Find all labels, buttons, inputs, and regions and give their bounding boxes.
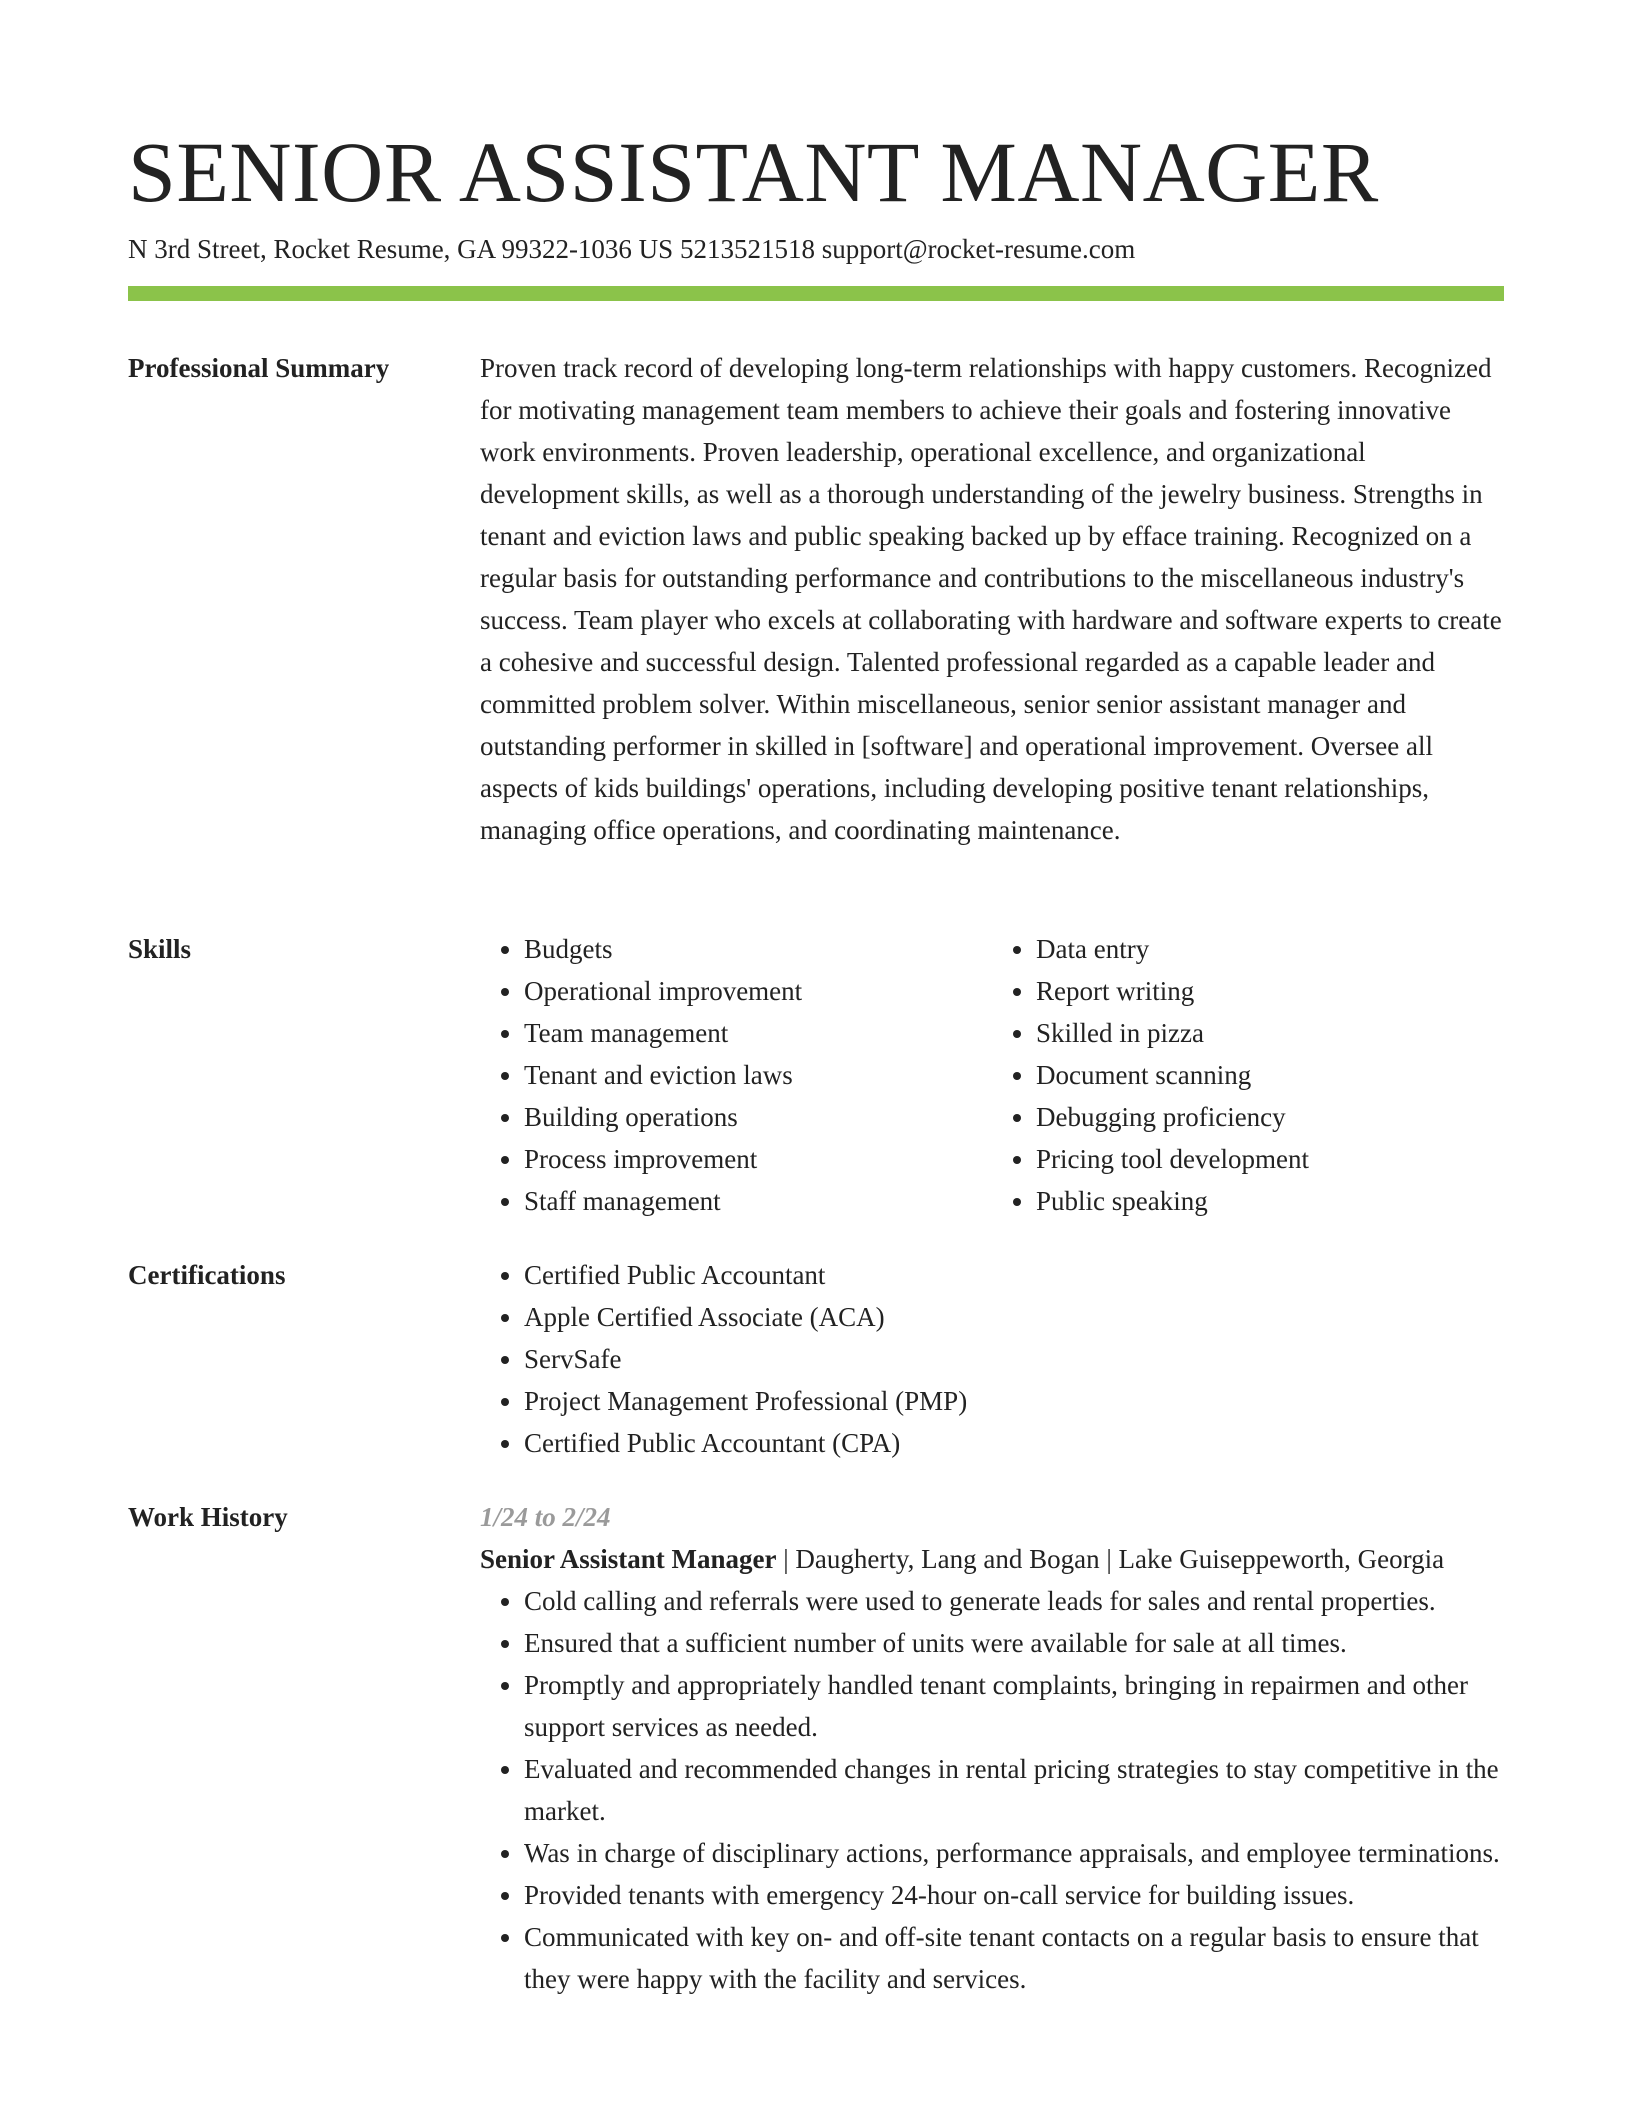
job-duty-item: • Cold calling and referrals were used to generate leads for sales and rental properties.: [524, 1580, 1504, 1622]
certification-item: • Certified Public Accountant: [524, 1254, 1504, 1296]
skill-item: • Operational improvement: [524, 970, 992, 1012]
certifications-heading: Certifications: [128, 1260, 286, 1290]
contact-line: N 3rd Street, Rocket Resume, GA 99322-1036 US 5213521518 support@rocket-resume.com: [128, 234, 1136, 264]
certification-item: • Apple Certified Associate (ACA): [524, 1296, 1504, 1338]
skill-item: • Team management: [524, 1012, 992, 1054]
summary-heading: Professional Summary: [128, 353, 390, 383]
skills-heading: Skills: [128, 934, 192, 964]
candidate-title: SENIOR ASSISTANT MANAGER: [128, 124, 1379, 220]
skill-item: • Document scanning: [1036, 1054, 1504, 1096]
job-role-line: [480, 1538, 1504, 1580]
skill-item: • Skilled in pizza: [1036, 1012, 1504, 1054]
job-dates: 1/24 to 2/24: [480, 1502, 611, 1532]
job-employer-location: | Daugherty, Lang and Bogan | Lake Guiseppeworth, Georgia: [776, 1544, 1445, 1574]
job-duty-item: • Ensured that a sufficient number of units were available for sale at all times.: [524, 1622, 1504, 1664]
job-duty-item: • Communicated with key on- and off-site tenant contacts on a regular basis to ensure that they were happy with the facility and services.: [524, 1916, 1504, 2000]
job-duty-item: • Provided tenants with emergency 24-hour on-call service for building issues.: [524, 1874, 1504, 1916]
certification-item: • ServSafe: [524, 1338, 1504, 1380]
skill-item: • Budgets: [524, 928, 992, 970]
skill-item: • Pricing tool development: [1036, 1138, 1504, 1180]
work-history-heading: Work History: [128, 1502, 288, 1532]
job-duty-item: • Evaluated and recommended changes in rental pricing strategies to stay competitive in the market.: [524, 1748, 1504, 1832]
skill-item: • Data entry: [1036, 928, 1504, 970]
skill-item: • Debugging proficiency: [1036, 1096, 1504, 1138]
skill-item: • Report writing: [1036, 970, 1504, 1012]
job-title: Senior Assistant Manager: [480, 1544, 777, 1574]
accent-divider: [128, 286, 1504, 301]
certification-item: • Certified Public Accountant (CPA): [524, 1422, 1504, 1464]
skill-item: • Process improvement: [524, 1138, 992, 1180]
job-duties-list: [480, 1580, 1504, 2000]
skills-list-right: [992, 928, 1504, 1222]
certification-item: • Project Management Professional (PMP): [524, 1380, 1504, 1422]
skill-item: • Tenant and eviction laws: [524, 1054, 992, 1096]
skills-list-left: [480, 928, 992, 1222]
skill-item: • Building operations: [524, 1096, 992, 1138]
certifications-list: [480, 1254, 1504, 1464]
job-duty-item: • Was in charge of disciplinary actions, performance appraisals, and employee terminations.: [524, 1832, 1504, 1874]
summary-text: Proven track record of developing long-term relationships with happy customers. Recognized for motivating management team members to achieve their goals and fostering innovative work environments. Proven leadership, operational excellence, and organizational development skills, as well as a thorough understanding of the jewelry business. Strengths in tenant and eviction laws and public speaking backed up by efface training. Recognized on a regular basis for outstanding performance and contributions to the miscellaneous industry's success. Team player who excels at collaborating with hardware and software experts to create a cohesive and successful design. Talented professional regarded as a capable leader and committed problem solver. Within miscellaneous, senior senior assistant manager and outstanding performer in skilled in [software] and operational improvement. Oversee all aspects of kids buildings' operations, including developing positive tenant relationships, managing office operations, and coordinating maintenance.: [480, 353, 1502, 845]
skill-item: • Public speaking: [1036, 1180, 1504, 1222]
skill-item: • Staff management: [524, 1180, 992, 1222]
job-duty-item: • Promptly and appropriately handled tenant complaints, bringing in repairmen and other support services as needed.: [524, 1664, 1504, 1748]
